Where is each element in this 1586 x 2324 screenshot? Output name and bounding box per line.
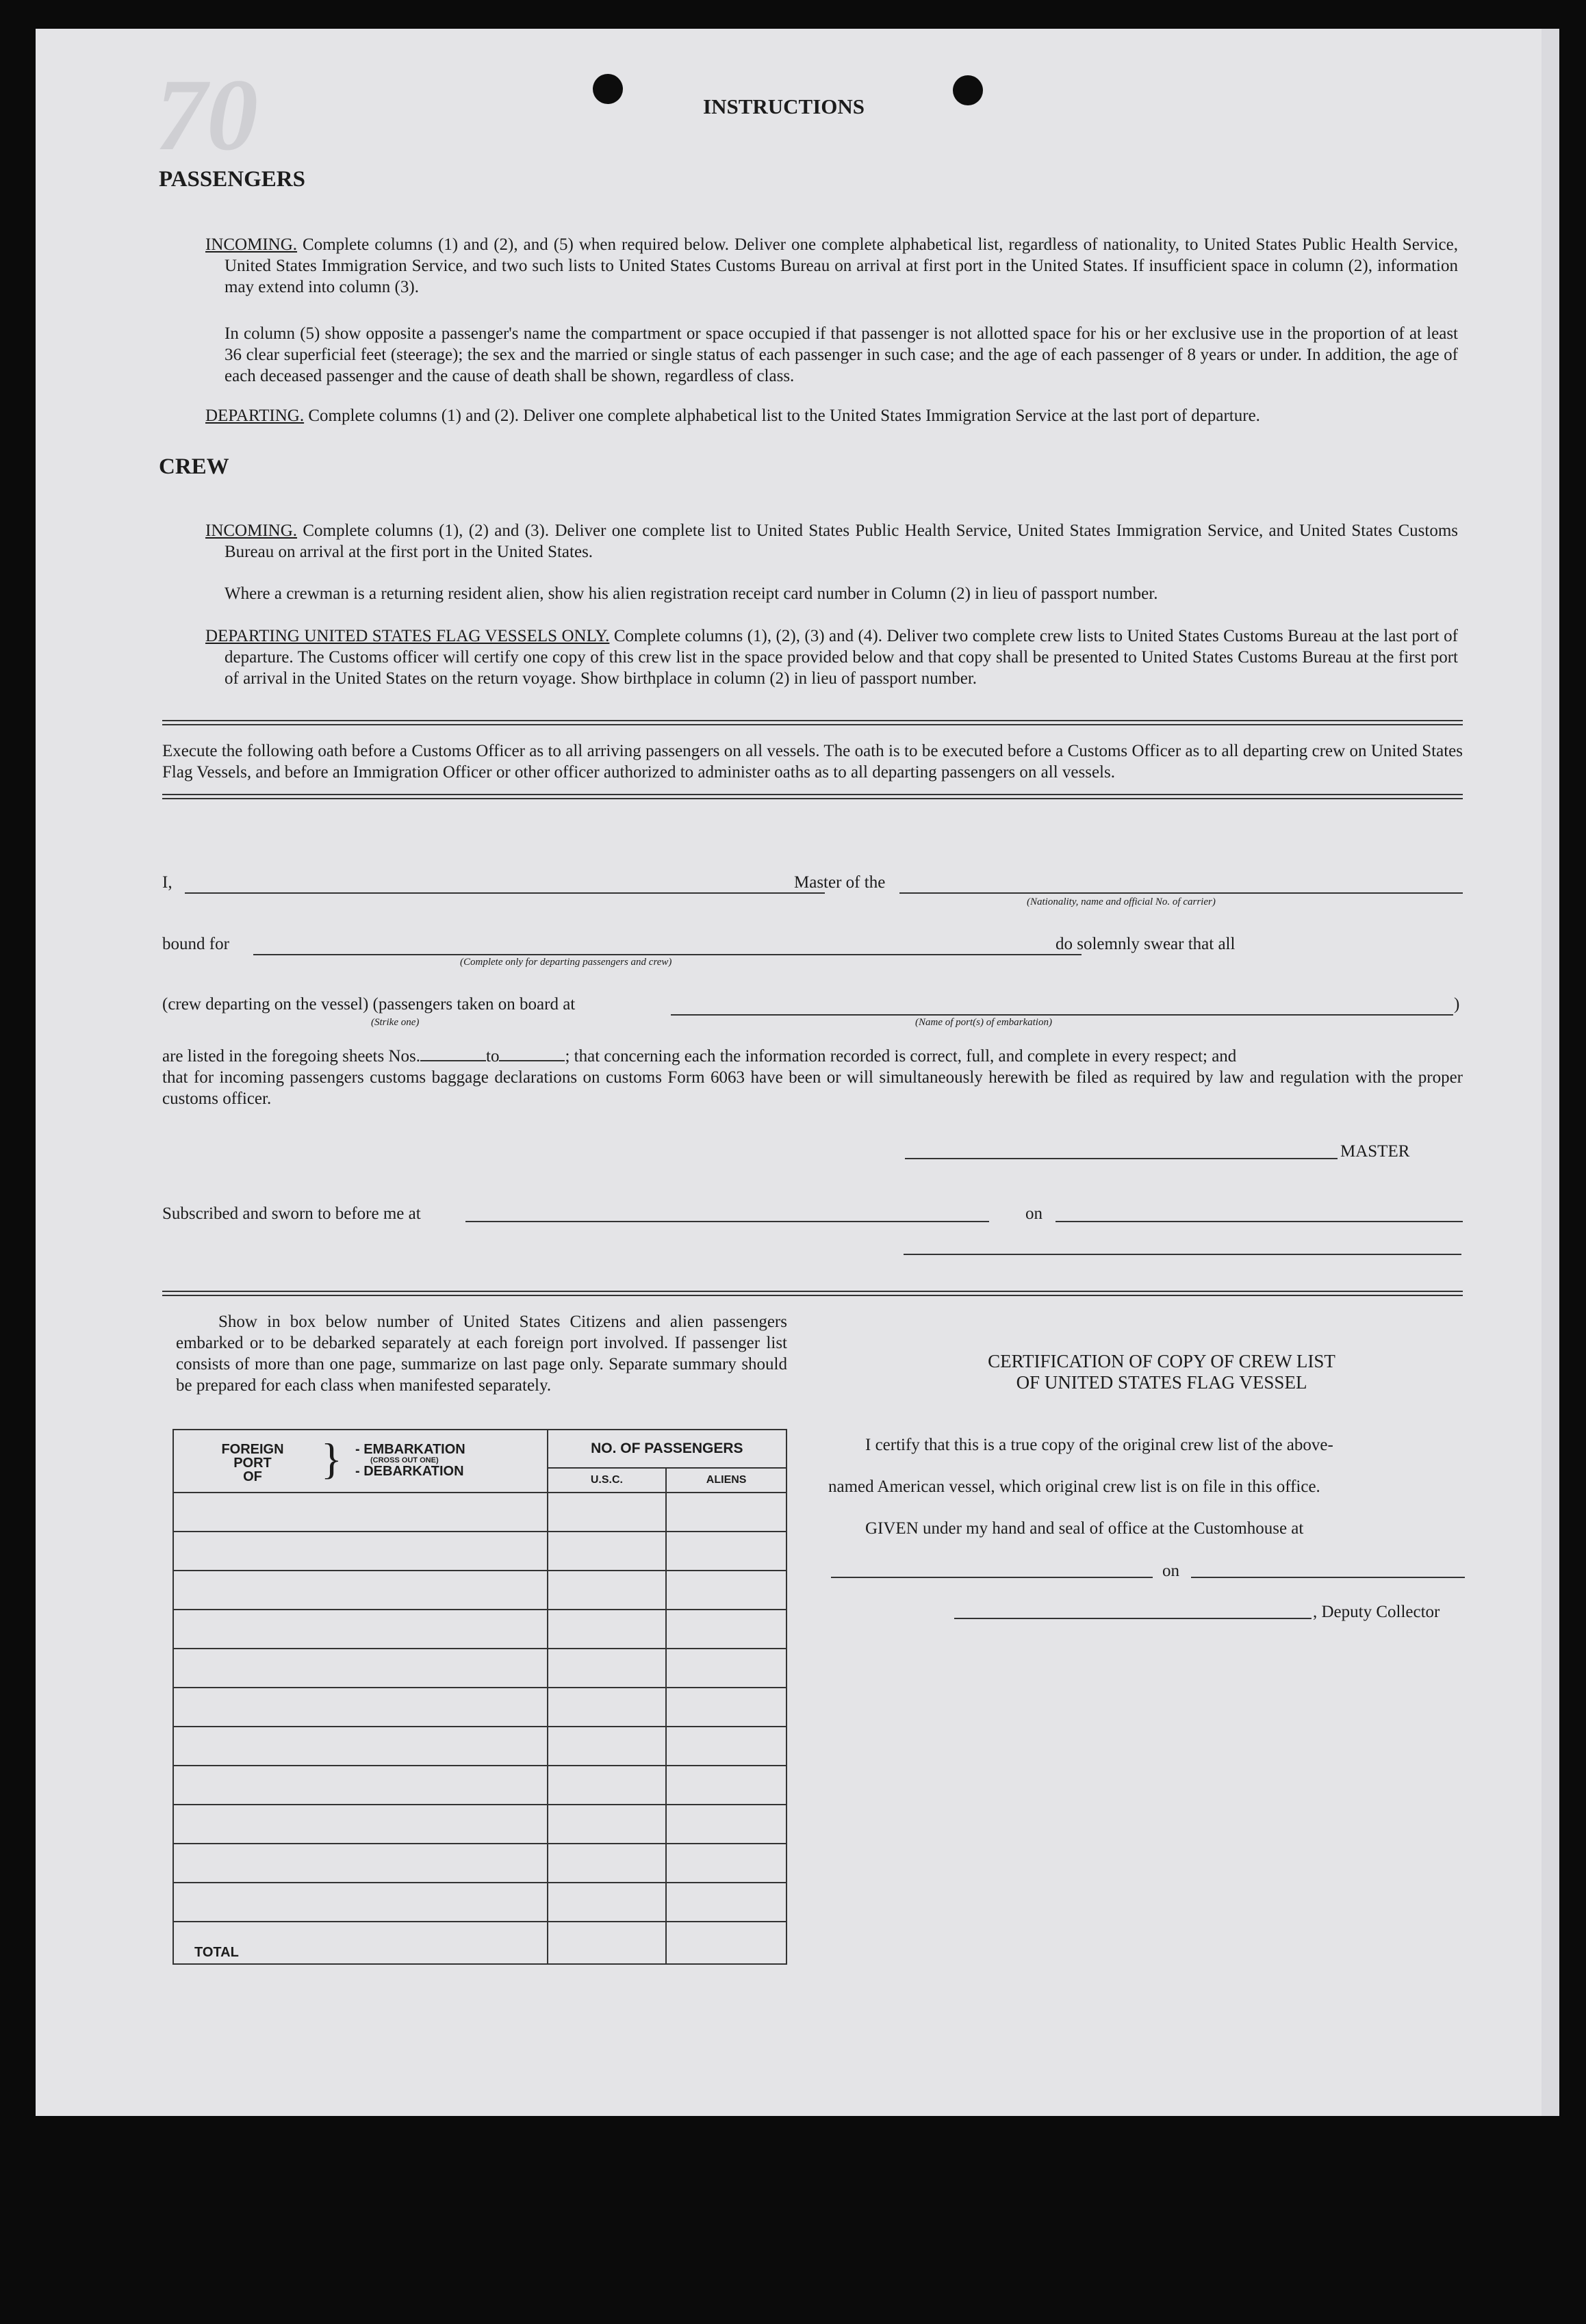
debarkation-option[interactable]: - DEBARKATION bbox=[355, 1464, 464, 1479]
strike-one-caption: (Strike one) bbox=[371, 1017, 420, 1028]
usc-cell[interactable] bbox=[548, 1571, 667, 1610]
usc-cell[interactable] bbox=[548, 1727, 667, 1766]
stamp-number: 70 bbox=[155, 58, 258, 172]
passengers-incoming-paragraph bbox=[205, 234, 1458, 298]
table-row bbox=[173, 1610, 786, 1649]
usc-cell[interactable] bbox=[548, 1688, 667, 1727]
certification-title-line1: CERTIFICATION OF COPY OF CREW LIST bbox=[988, 1351, 1335, 1371]
port-cell[interactable] bbox=[173, 1883, 548, 1922]
table-row bbox=[173, 1883, 786, 1922]
usc-header: U.S.C. bbox=[548, 1468, 667, 1493]
binder-hole-right bbox=[953, 75, 983, 105]
port-header-cell bbox=[173, 1430, 548, 1493]
table-row bbox=[173, 1844, 786, 1883]
table-row bbox=[173, 1571, 786, 1610]
crew-resident-paragraph: Where a crewman is a returning resident alien, show his alien registration receipt card number in Column (2) in lieu of passport number. bbox=[225, 584, 1158, 603]
crew-departing-text: Complete columns (1), (2), (3) and (4). Deliver two complete crew lists to United States Customs Bureau at the last port of departure. The Customs officer will certify one copy of this crew list in the space provided below and that copy shall be presented to United States Customs Bureau at the first port of arrival in the United States on the return voyage. Show birthplace in column (2) in lieu of passport number. bbox=[225, 627, 1458, 688]
certification-on-label: on bbox=[1162, 1562, 1179, 1580]
aliens-cell[interactable] bbox=[666, 1493, 786, 1532]
cross-out-note: (CROSS OUT ONE) bbox=[370, 1456, 439, 1464]
listed-text-b: ; that concerning each the information recorded is correct, full, and complete in every respect; and bbox=[565, 1047, 1237, 1066]
port-cell[interactable] bbox=[173, 1727, 548, 1766]
aliens-cell[interactable] bbox=[666, 1844, 786, 1883]
certification-given: GIVEN under my hand and seal of office at the Customhouse at bbox=[865, 1519, 1304, 1538]
passengers-column5-paragraph: In column (5) show opposite a passenger's name the compartment or space occupied if that passenger is not allotted space for his or her exclusive use in the proportion of at least 36 clear superficial feet (steerage); the sex and the married or single status of each passenger in such case; and the age of each passenger of 8 years or under. In addition, the age of each deceased passenger and the cause of death shall be shown, regardless of class. bbox=[225, 324, 1458, 385]
usc-cell[interactable] bbox=[548, 1805, 667, 1844]
certification-text-line1: I certify that this is a true copy of the original crew list of the above- bbox=[865, 1436, 1333, 1454]
certification-text-line2: named American vessel, which original crew list is on file in this office. bbox=[828, 1477, 1320, 1496]
certification-title-line2: OF UNITED STATES FLAG VESSEL bbox=[1016, 1372, 1307, 1393]
of-label: OF bbox=[243, 1469, 262, 1484]
close-paren: ) bbox=[1454, 995, 1460, 1013]
master-signature-field[interactable] bbox=[905, 1158, 1338, 1159]
subscribed-label: Subscribed and sworn to before me at bbox=[162, 1204, 421, 1223]
aliens-cell[interactable] bbox=[666, 1532, 786, 1571]
crew-departing-label: DEPARTING UNITED STATES FLAG VESSELS ONLY. bbox=[205, 627, 610, 645]
usc-cell[interactable] bbox=[548, 1532, 667, 1571]
total-aliens-cell[interactable] bbox=[666, 1922, 786, 1964]
listed-line-a bbox=[162, 1046, 1463, 1067]
usc-cell[interactable] bbox=[548, 1766, 667, 1805]
embarkation-option[interactable]: - EMBARKATION bbox=[355, 1442, 465, 1457]
passengers-heading: PASSENGERS bbox=[159, 167, 305, 192]
sheet-to-field[interactable] bbox=[499, 1060, 565, 1061]
carrier-field[interactable] bbox=[899, 892, 1463, 894]
port-cell[interactable] bbox=[173, 1805, 548, 1844]
divider bbox=[162, 1291, 1463, 1296]
usc-cell[interactable] bbox=[548, 1649, 667, 1688]
usc-cell[interactable] bbox=[548, 1883, 667, 1922]
listed-line-c: that for incoming passengers customs baggage declarations on customs Form 6063 have been or will simultaneously herewith be filed as required by law and regulation with the proper customs officer. bbox=[162, 1068, 1463, 1108]
passengers-departing-text: Complete columns (1) and (2). Deliver one complete alphabetical list to the United States Immigration Service at the last port of departure. bbox=[304, 406, 1260, 425]
total-label: TOTAL bbox=[194, 1945, 239, 1960]
deputy-collector-signature[interactable] bbox=[954, 1618, 1312, 1619]
passengers-departing-paragraph bbox=[205, 405, 1458, 426]
certification-date-field[interactable] bbox=[1191, 1577, 1465, 1578]
binder-hole-left bbox=[593, 74, 623, 104]
port-caption: (Name of port(s) of embarkation) bbox=[915, 1017, 1052, 1028]
oath-i-label: I, bbox=[162, 873, 172, 892]
sheet-from-field[interactable] bbox=[420, 1060, 486, 1061]
complete-only-caption: (Complete only for departing passengers and crew) bbox=[460, 957, 672, 968]
usc-cell[interactable] bbox=[548, 1844, 667, 1883]
port-cell[interactable] bbox=[173, 1844, 548, 1883]
aliens-cell[interactable] bbox=[666, 1688, 786, 1727]
port-label: PORT bbox=[233, 1456, 272, 1471]
crew-departing-paragraph bbox=[205, 625, 1458, 689]
aliens-cell[interactable] bbox=[666, 1727, 786, 1766]
aliens-cell[interactable] bbox=[666, 1805, 786, 1844]
total-label-cell bbox=[173, 1922, 548, 1964]
master-of-the-label: Master of the bbox=[794, 873, 886, 892]
brace-icon: } bbox=[321, 1434, 342, 1483]
certification-title bbox=[857, 1351, 1466, 1393]
crew-incoming-label: INCOMING. bbox=[205, 521, 298, 540]
summary-instruction: Show in box below number of United States Citizens and alien passengers embarked or to be debarked separately at each foreign port involved. If passenger list consists of more than one page, summarize on last page only. Separate summary should be prepared for each class when manifested separately. bbox=[176, 1313, 787, 1395]
foreign-label: FOREIGN bbox=[221, 1442, 284, 1457]
bound-for-field[interactable] bbox=[253, 954, 1082, 955]
page-title: INSTRUCTIONS bbox=[703, 94, 865, 118]
master-label: MASTER bbox=[1340, 1142, 1410, 1161]
aliens-cell[interactable] bbox=[666, 1571, 786, 1610]
port-cell[interactable] bbox=[173, 1688, 548, 1727]
officer-signature-field[interactable] bbox=[904, 1254, 1461, 1255]
oath-instruction: Execute the following oath before a Customs Officer as to all arriving passengers on all vessels. The oath is to be executed before a Customs Officer as to all departing crew on United States Flag Vessels, and before an Immigration Officer or other officer authorized to administer oaths as to all departing passengers on all vessels. bbox=[162, 742, 1463, 782]
passengers-incoming-label: INCOMING. bbox=[205, 235, 298, 254]
deputy-collector-label: , Deputy Collector bbox=[1313, 1603, 1440, 1621]
bound-for-label: bound for bbox=[162, 935, 229, 953]
port-cell[interactable] bbox=[173, 1532, 548, 1571]
aliens-cell[interactable] bbox=[666, 1610, 786, 1649]
divider bbox=[162, 794, 1463, 799]
no-of-passengers-header: NO. OF PASSENGERS bbox=[548, 1430, 786, 1468]
passengers-departing-label: DEPARTING. bbox=[205, 406, 305, 425]
table-row bbox=[173, 1805, 786, 1844]
sworn-date-field[interactable] bbox=[1056, 1221, 1463, 1222]
passengers-incoming-text: Complete columns (1) and (2), and (5) when required below. Deliver one complete alphabetical list, regardless of nationality, to United States Public Health Service, United States Immigration Service, and two such lists to United States Customs Bureau on arrival at first port in the United States. If insufficient space in column (2), information may extend into column (3). bbox=[225, 235, 1458, 296]
form-sheet bbox=[36, 29, 1542, 2116]
sworn-on-label: on bbox=[1025, 1204, 1043, 1223]
table-row bbox=[173, 1727, 786, 1766]
crew-heading: CREW bbox=[159, 454, 229, 479]
listed-to: to bbox=[486, 1047, 500, 1066]
port-cell[interactable] bbox=[173, 1649, 548, 1688]
table-row bbox=[173, 1649, 786, 1688]
aliens-header: ALIENS bbox=[666, 1468, 786, 1493]
port-cell[interactable] bbox=[173, 1493, 548, 1532]
table-row bbox=[173, 1532, 786, 1571]
usc-cell[interactable] bbox=[548, 1493, 667, 1532]
port-summary-table bbox=[172, 1429, 787, 1965]
divider bbox=[162, 720, 1463, 725]
crew-departing-label: (crew departing on the vessel) (passengers taken on board at bbox=[162, 995, 576, 1013]
aliens-cell[interactable] bbox=[666, 1766, 786, 1805]
port-cell[interactable] bbox=[173, 1766, 548, 1805]
crew-incoming-text: Complete columns (1), (2) and (3). Deliver one complete list to United States Public Health Service, United States Immigration Service, and United States Customs Bureau on arrival at the first port in the United States. bbox=[225, 521, 1458, 561]
port-cell[interactable] bbox=[173, 1610, 548, 1649]
embarkation-port-field[interactable] bbox=[671, 1014, 1453, 1016]
nationality-caption: (Nationality, name and official No. of carrier) bbox=[1027, 896, 1216, 907]
port-cell[interactable] bbox=[173, 1571, 548, 1610]
master-name-field[interactable] bbox=[185, 892, 825, 894]
table-row bbox=[173, 1688, 786, 1727]
table-row bbox=[173, 1493, 786, 1532]
listed-text-a: are listed in the foregoing sheets Nos. bbox=[162, 1047, 420, 1066]
aliens-cell[interactable] bbox=[666, 1649, 786, 1688]
total-usc-cell[interactable] bbox=[548, 1922, 667, 1964]
usc-cell[interactable] bbox=[548, 1610, 667, 1649]
crew-incoming-paragraph bbox=[205, 520, 1458, 563]
sworn-place-field[interactable] bbox=[465, 1221, 989, 1222]
table-row bbox=[173, 1766, 786, 1805]
aliens-cell[interactable] bbox=[666, 1883, 786, 1922]
swear-label: do solemnly swear that all bbox=[1056, 935, 1236, 953]
customhouse-field[interactable] bbox=[831, 1577, 1153, 1578]
